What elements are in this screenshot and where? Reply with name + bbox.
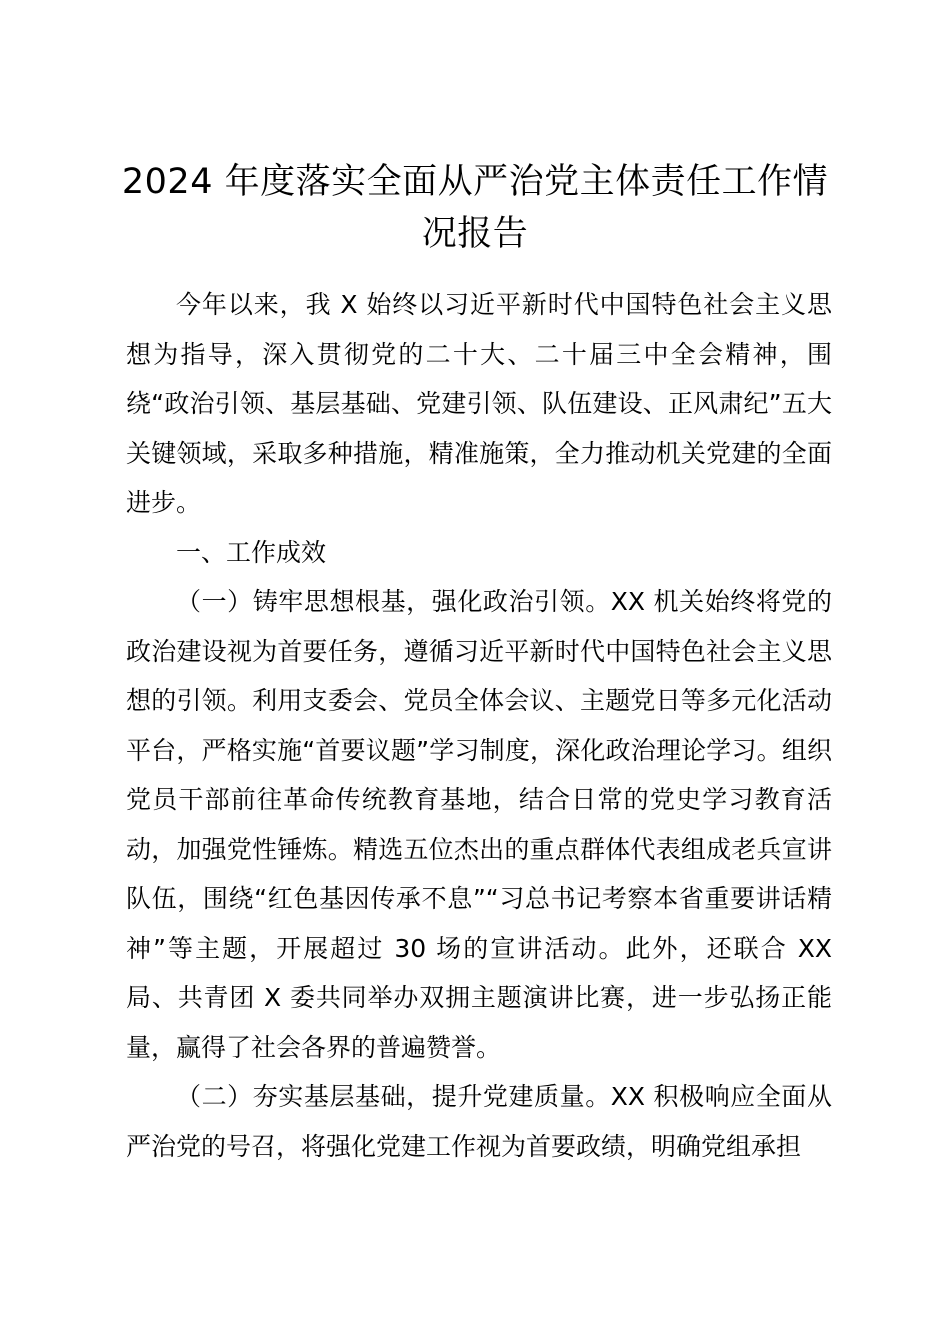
paragraph-section-2: （二）夯实基层基础，提升党建质量。XX 积极响应全面从严治党的号召，将强化党建工作视为首要政绩，明确党组承担	[126, 1082, 832, 1161]
title-line-1: 2024 年度落实全面从严治党主体责任工作情	[121, 162, 829, 202]
paragraph-section-1: （一）铸牢思想根基，强化政治引领。XX 机关始终将党的政治建设视为首要任务，遵循习近平新时代中国特色社会主义思想的引领。利用支委会、党员全体会议、主题党日等多元化活动平台，严格实施“首要议题”学习制度，深化政治理论学习。组织党员干部前往革命传统教育基地，结合日常的党史学习教育活动，加强党性锤炼。精选五位杰出的重点群体代表组成老兵宣讲队伍，围绕“红色基因传承不息”“习总书记考察本省重要讲话精神”等主题，开展超过 30 场的宣讲活动。此外，还联合 XX 局、共青团 X 委共同举办双拥主题演讲比赛，进一步弘扬正能量，赢得了社会各界的普遍赞誉。	[126, 587, 832, 1062]
section-heading-work-results: 一、工作成效	[176, 537, 327, 567]
title-line-2: 况报告	[421, 214, 529, 254]
document-body	[126, 280, 832, 1171]
document-title	[118, 156, 832, 260]
paragraph-intro: 今年以来，我 X 始终以习近平新时代中国特色社会主义思想为指导，深入贯彻党的二十大、二十届三中全会精神，围绕“政治引领、基层基础、党建引领、队伍建设、正风肃纪”五大关键领域，采取多种措施，精准施策，全力推动机关党建的全面进步。	[126, 290, 832, 517]
